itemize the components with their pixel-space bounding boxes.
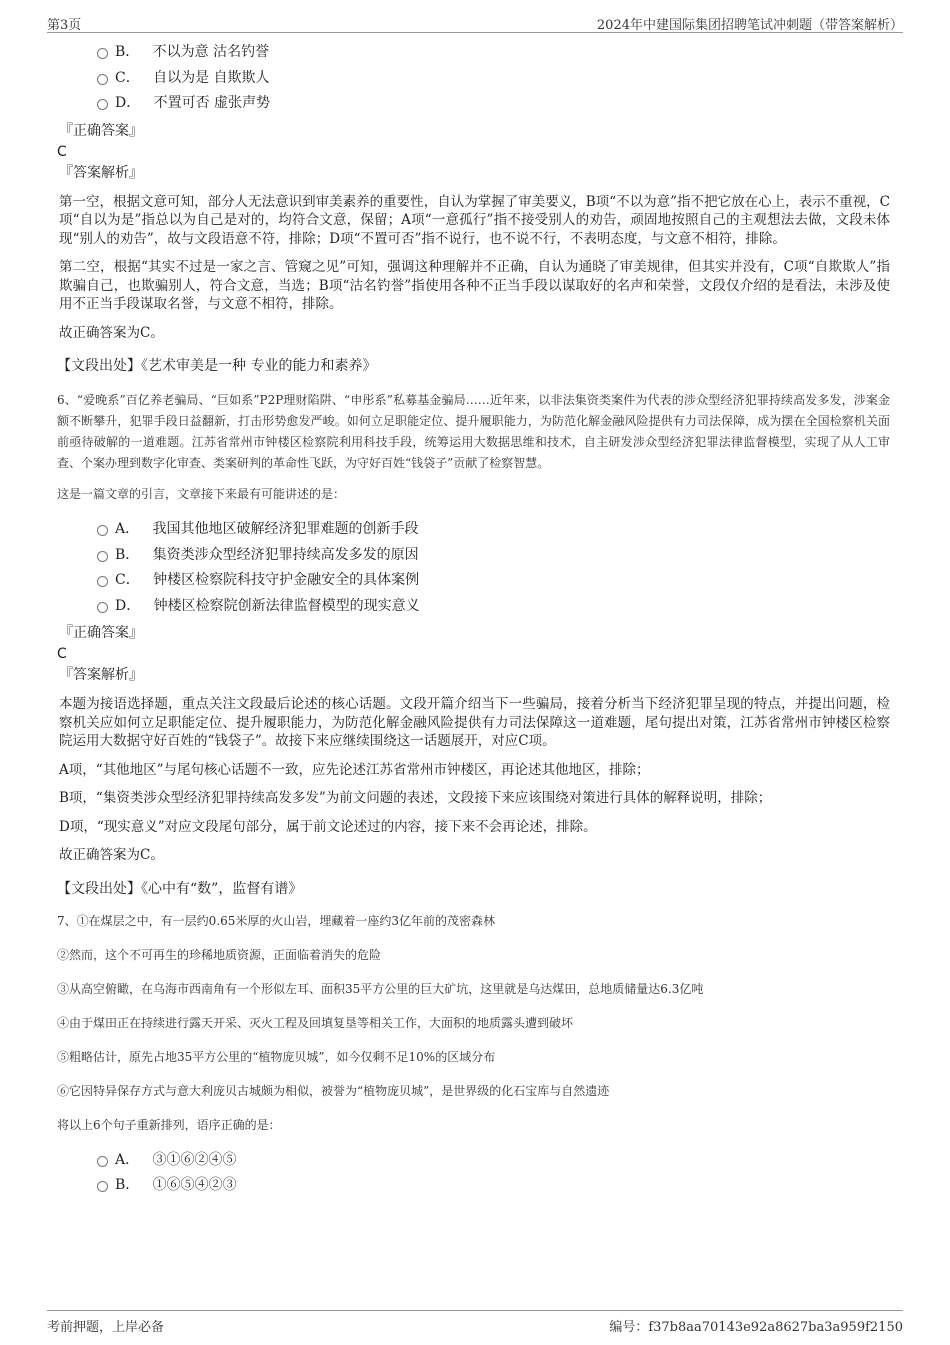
option-label: D．: [115, 597, 141, 614]
sentence-item: 7、①在煤层之中，有一层约0.65米厚的火山岩，埋藏着一座约3亿年前的茂密森林: [57, 913, 495, 928]
page-header: [47, 12, 903, 33]
radio-icon[interactable]: [97, 1181, 108, 1192]
source-citation: 【文段出处】《艺术审美是一种 专业的能力和素养》: [57, 358, 377, 374]
q5-options: [57, 40, 890, 117]
option-label: D．: [115, 95, 141, 111]
source-citation: 【文段出处】《心中有“数”，监督有谱》: [57, 880, 303, 897]
option-label: A．: [115, 521, 140, 537]
page-footer: [47, 1310, 903, 1337]
radio-icon[interactable]: [97, 576, 108, 587]
q6-option-d[interactable]: [57, 594, 890, 620]
correct-answer: C: [57, 646, 67, 662]
analysis-paragraph: 第二空，根据“其实不过是一家之言、管窥之见”可知，强调这种理解并不正确，自认为通晓了审美规律，但其实并没有，C项“自欺欺人”指欺骗自己，也欺骗别人，符合文意，当选；B项“沽名钓誉”指使用各种不正当手段以谋取好的名声和荣誉，文段仅介绍的是看法，未涉及使用不正当手段谋取名誉，与文意不相符，排除。: [59, 259, 890, 312]
q5-option-d[interactable]: [57, 91, 890, 117]
q7-option-b[interactable]: [57, 1173, 890, 1199]
option-label: A．: [115, 1151, 140, 1168]
q7-sentences: [57, 911, 890, 1101]
radio-icon[interactable]: [97, 99, 108, 110]
radio-icon[interactable]: [97, 602, 108, 613]
correct-answer: C: [57, 143, 67, 160]
option-text: 不置可否 虚张声势: [153, 95, 271, 111]
option-text: 集资类涉众型经济犯罪持续高发多发的原因: [152, 546, 419, 563]
option-text: ①⑥⑤④②③: [152, 1177, 237, 1193]
page-content: [57, 40, 890, 1199]
option-text: 钟楼区检察院科技守护金融安全的具体案例: [153, 572, 420, 588]
question-stem: 6、“爱晚系”百亿养老骗局、“巨如系”P2P理财陷阱、“申彤系”私募基金骗局……近年来，以非法集资类案件为代表的涉众型经济犯罪持续高发多发，涉案金额不断攀升，犯罪手段日益翻新，打击形势愈发严峻。如何立足职能定位、提升履职能力，为防范化解金融风险提供有力司法保障，成为摆在全国检察机关面前亟待破解的一道难题。江苏省常州市钟楼区检察院利用科技手段，统筹运用大数据思维和技术，自主研发涉众型经济犯罪法律监督模型，实现了从人工审查、个案办理到数字化审查、类案研判的革命性飞跃，为守好百姓“钱袋子”贡献了检察智慧。: [57, 393, 890, 470]
answer-label: 『正确答案』: [59, 122, 143, 139]
option-text: 钟楼区检察院创新法律监督模型的现实意义: [153, 597, 420, 614]
option-text: 自以为是 自欺欺人: [153, 69, 270, 86]
analysis-conclusion: 故正确答案为C。: [59, 324, 164, 341]
question-prompt: 将以上6个句子重新排列，语序正确的是：: [57, 1117, 281, 1132]
sentence-item: ②然而，这个不可再生的珍稀地质资源，正面临着消失的危险: [57, 947, 382, 962]
document-id: 编号：f37b8aa70143e92a8627ba3a959f2150: [609, 1320, 903, 1335]
radio-icon[interactable]: [97, 48, 108, 59]
option-label: C．: [115, 69, 140, 86]
q7-option-a[interactable]: [57, 1148, 890, 1174]
sentence-item: ④由于煤田正在持续进行露天开采、灭火工程及回填复垦等相关工作，大面积的地质露头遭到破坏: [57, 1015, 574, 1030]
question-prompt: 这是一篇文章的引言，文章接下来最有可能讲述的是：: [57, 487, 346, 501]
option-text: 我国其他地区破解经济犯罪难题的创新手段: [152, 521, 419, 537]
option-label: C．: [115, 572, 140, 588]
radio-icon[interactable]: [97, 74, 108, 85]
analysis-conclusion: 故正确答案为C。: [59, 847, 164, 863]
option-text: 不以为意 沽名钓誉: [152, 44, 270, 60]
page-number: 第3页: [47, 18, 82, 33]
analysis-label: 『答案解析』: [59, 667, 143, 683]
option-label: B．: [115, 546, 140, 563]
radio-icon[interactable]: [97, 551, 108, 562]
answer-label: 『正确答案』: [59, 625, 143, 641]
q6-option-a[interactable]: [57, 517, 890, 543]
footer-slogan: 考前押题，上岸必备: [47, 1320, 165, 1335]
sentence-item: ⑤粗略估计，原先占地35平方公里的“植物庞贝城”，如今仅剩不足10%的区域分布: [57, 1049, 496, 1064]
q6-option-c[interactable]: [57, 568, 890, 594]
option-label: B．: [115, 1177, 140, 1193]
option-label: B．: [115, 44, 140, 60]
sentence-item: ⑥它因特异保存方式与意大利庞贝古城颇为相似，被誉为“植物庞贝城”，是世界级的化石宝库与自然遗迹: [57, 1083, 610, 1098]
q5-option-b[interactable]: [57, 40, 890, 66]
q6-option-b[interactable]: [57, 543, 890, 569]
sentence-item: ③从高空俯瞰，在乌海市西南角有一个形似左耳、面积35平方公里的巨大矿坑，这里就是乌达煤田，总地质储量达6.3亿吨: [57, 981, 704, 996]
radio-icon[interactable]: [97, 1156, 108, 1167]
document-title: 2024年中建国际集团招聘笔试冲刺题（带答案解析）: [596, 18, 903, 33]
analysis-paragraph: B项，“集资类涉众型经济犯罪持续高发多发”为前文问题的表述，文段接下来应该围绕对策进行具体的解释说明，排除；: [59, 790, 772, 806]
q6-options: [57, 517, 890, 619]
radio-icon[interactable]: [97, 525, 108, 536]
analysis-paragraph: 本题为接语选择题，重点关注文段最后论述的核心话题。文段开篇介绍当下一些骗局，接着分析当下经济犯罪呈现的特点，并提出问题，检察机关应如何立足职能定位、提升履职能力，为防范化解金融风险提供有力司法保障这一道难题，尾句提出对策，江苏省常州市钟楼区检察院运用大数据守好百姓的“钱袋子”。故接下来应继续围绕这一话题展开，对应C项。: [59, 696, 890, 749]
analysis-paragraph: A项，“其他地区”与尾句核心话题不一致，应先论述江苏省常州市钟楼区，再论述其他地区，排除；: [59, 761, 650, 778]
analysis-paragraph: 第一空，根据文意可知，部分人无法意识到审美素养的重要性，自认为掌握了审美要义，B项“不以为意”指不把它放在心上，表示不重视，C项“自以为是”指总以为自己是对的，均符合文意，保留；A项“一意孤行”指不接受别人的劝告，顽固地按照自己的主观想法去做，文段未体现“别人的劝告”，故与文段语意不符，排除；D项“不置可否”指不说行，也不说不行，不表明态度，与文意不相符，排除。: [59, 193, 890, 247]
q5-option-c[interactable]: [57, 66, 890, 92]
option-text: ③①⑥②④⑤: [152, 1151, 237, 1168]
analysis-paragraph: D项，“现实意义”对应文段尾句部分，属于前文论述过的内容，接下来不会再论述，排除。: [59, 818, 597, 835]
analysis-label: 『答案解析』: [59, 164, 143, 181]
q7-options: [57, 1148, 890, 1199]
